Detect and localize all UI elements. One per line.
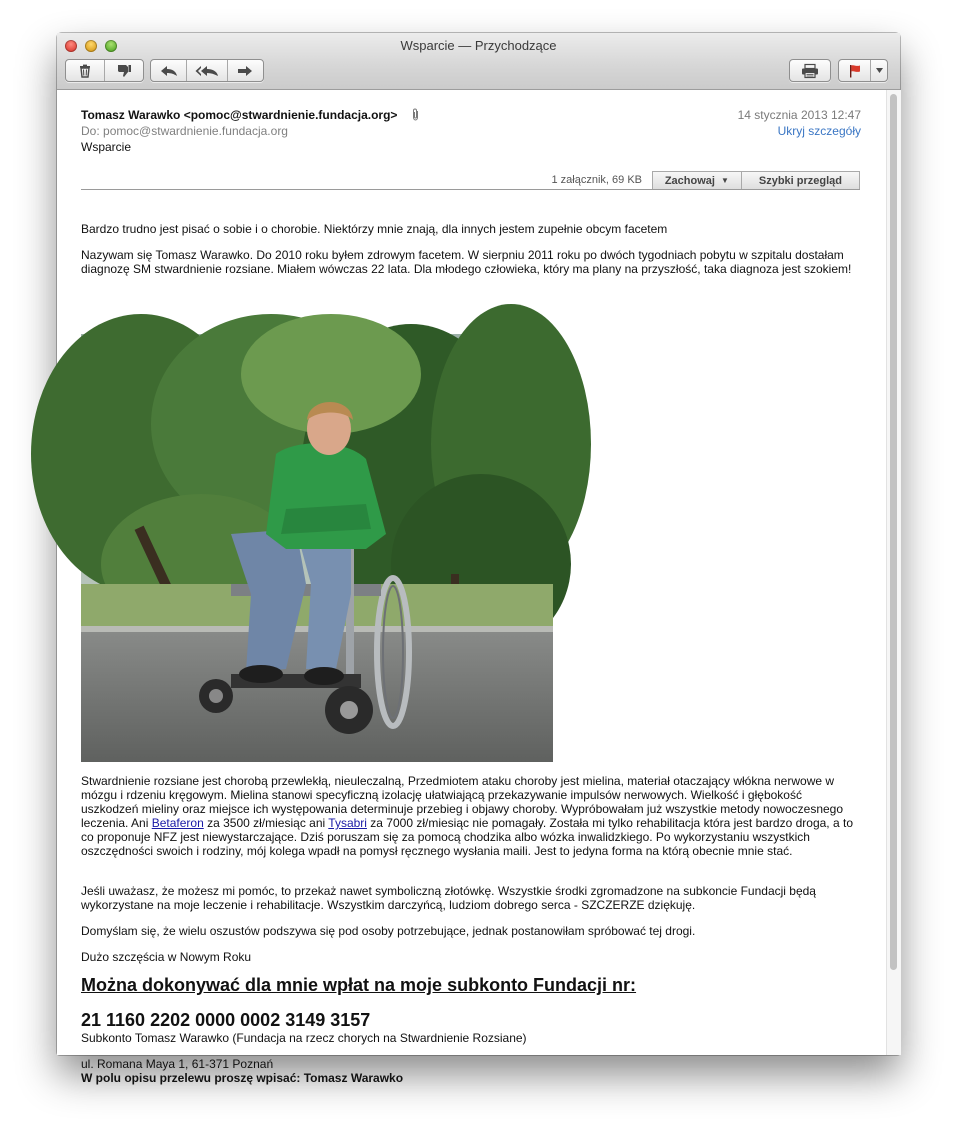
attachment-bar (81, 171, 860, 190)
tysabri-link[interactable]: Tysabri (328, 816, 367, 830)
trash-icon (78, 64, 92, 78)
attached-photo[interactable] (81, 334, 553, 762)
forward-button[interactable] (228, 60, 263, 81)
window-title: Wsparcie — Przychodzące (400, 38, 557, 53)
chevron-down-icon: ▼ (720, 176, 729, 185)
paragraph-disease-part-b: za 3500 zł/miesiąc ani (203, 816, 329, 830)
paragraph-fraud: Domyślam się, że wielu oszustów podszywa się pod osoby potrzebujące, jednak postanowiłam spróbować tej drogi. (81, 924, 696, 938)
to-label: Do: (81, 124, 100, 138)
subject-line: Wsparcie (81, 140, 132, 154)
flag-button[interactable] (839, 60, 871, 81)
save-attachment-button[interactable] (653, 172, 742, 189)
subaccount-info: Subkonto Tomasz Warawko (Fundacja na rzecz chorych na Stwardnienie Rozsiane) (81, 1031, 527, 1045)
printer-icon (801, 64, 819, 78)
paragraph-diagnosis: Nazywam się Tomasz Warawko. Do 2010 roku byłem zdrowym facetem. W sierpniu 2011 roku po dwóch tygodniach pobytu w szpitalu dostałam diagnozę SM stwardnienie rozsiane. Miałem wówczas 22 lata. Dla młodego człowieka, który ma plany na przyszłość, taka diagnoza jest szokiem! (81, 248, 852, 276)
message-content (57, 90, 886, 1085)
reply-arrow-icon (160, 65, 178, 77)
donation-heading: Można dokonywać dla mnie wpłat na moje subkonto Fundacji nr: (81, 975, 637, 995)
print-group (789, 59, 831, 82)
paragraph-help: Jeśli uważasz, że możesz mi pomóc, to przekaż nawet symboliczną złotówkę. Wszystkie środki zgromadzone na subkoncie Fundacji będą wykorzystane na moje leczenie i rehabilitacje. Wszystkim darczyńcą, ludziom dobrego serca - SZCZERZE dziękuję. (81, 884, 816, 912)
vertical-scrollbar[interactable] (886, 90, 901, 1055)
account-number: 21 1160 2202 0000 0002 3149 3157 (81, 1010, 371, 1030)
reply-all-button[interactable] (187, 60, 227, 81)
reply-all-arrow-icon (195, 65, 219, 77)
message-date: 14 stycznia 2013 12:47 (737, 108, 861, 122)
scrollbar-thumb[interactable] (890, 94, 897, 970)
reply-button[interactable] (151, 60, 187, 81)
intro-paragraph: Bardzo trudno jest pisać o sobie i o chorobie. Niektórzy mnie znają, dla innych jestem zupełnie obcym facetem (81, 222, 668, 236)
thumbs-down-icon (116, 64, 132, 78)
flag-icon (848, 64, 862, 78)
paragraph-wishes: Dużo szczęścia w Nowym Roku (81, 950, 252, 964)
delete-junk-group (65, 59, 144, 82)
save-label: Zachowaj (664, 174, 715, 187)
sender-line (81, 108, 861, 124)
forward-arrow-icon (237, 65, 253, 77)
delete-button[interactable] (66, 60, 105, 81)
paragraph-disease-part-a: Stwardnienie rozsiane jest chorobą przewlekłą, nieuleczalną, Przedmiotem ataku choroby jest mielina, materiał otaczający włókna nerwowe w mózgu i rdzeniu kręgowym. Mielina stanowi specyficzną izolację ułatwiającą przekazywanie impulsów nerwowych. Wielkość i głębokość uszkodzeń mieliny oraz miejsce ich występowania determinuje przebieg i objawy choroby. Wypróbowałam już wszystkie metody nowoczesnego leczenia. Ani (81, 774, 844, 830)
recipient-line (81, 124, 861, 138)
recipient[interactable]: pomoc@stwardnienie.fundacja.org (103, 124, 288, 138)
flag-menu-button[interactable] (871, 60, 887, 81)
attachment-buttons (652, 171, 860, 189)
reply-group (150, 59, 264, 82)
paragraph-disease (81, 774, 861, 858)
print-button[interactable] (790, 60, 830, 81)
junk-button[interactable] (105, 60, 143, 81)
address: ul. Romana Maya 1, 61-371 Poznań (81, 1057, 274, 1071)
quick-look-label: Szybki przegląd (758, 174, 842, 187)
paragraph-disease-part-c: za 7000 zł/miesiąc nie pomagały. Została mi tylko rehabilitacja która jest bardzo droga, a to co proponuje NFZ jest niewystarczające. Dziś poruszam się za pomocą chodzika albo wózka inwalidzkiego. Po wykorzystaniu wszystkich oszczędności swoich i rodziny, mój kolega wpadł na pomysł ręcznego wysłania maili. Jest to jedyna forma na którą obecnie mnie stać. (81, 816, 853, 858)
chevron-down-icon (876, 68, 883, 73)
quick-look-button[interactable] (742, 172, 859, 189)
mail-window (57, 33, 900, 1085)
hide-details-link[interactable]: Ukryj szczegóły (777, 124, 861, 138)
transfer-note: W polu opisu przelewu proszę wpisać: Tomasz Warawko (81, 1071, 404, 1085)
flag-group (838, 59, 888, 82)
sender[interactable]: Tomasz Warawko <pomoc@stwardnienie.fundacja.org> (81, 108, 398, 122)
betaferon-link[interactable]: Betaferon (151, 816, 204, 830)
paperclip-icon (411, 108, 420, 124)
titlebar (57, 33, 900, 90)
attachment-info: 1 załącznik, 69 KB (551, 174, 642, 186)
